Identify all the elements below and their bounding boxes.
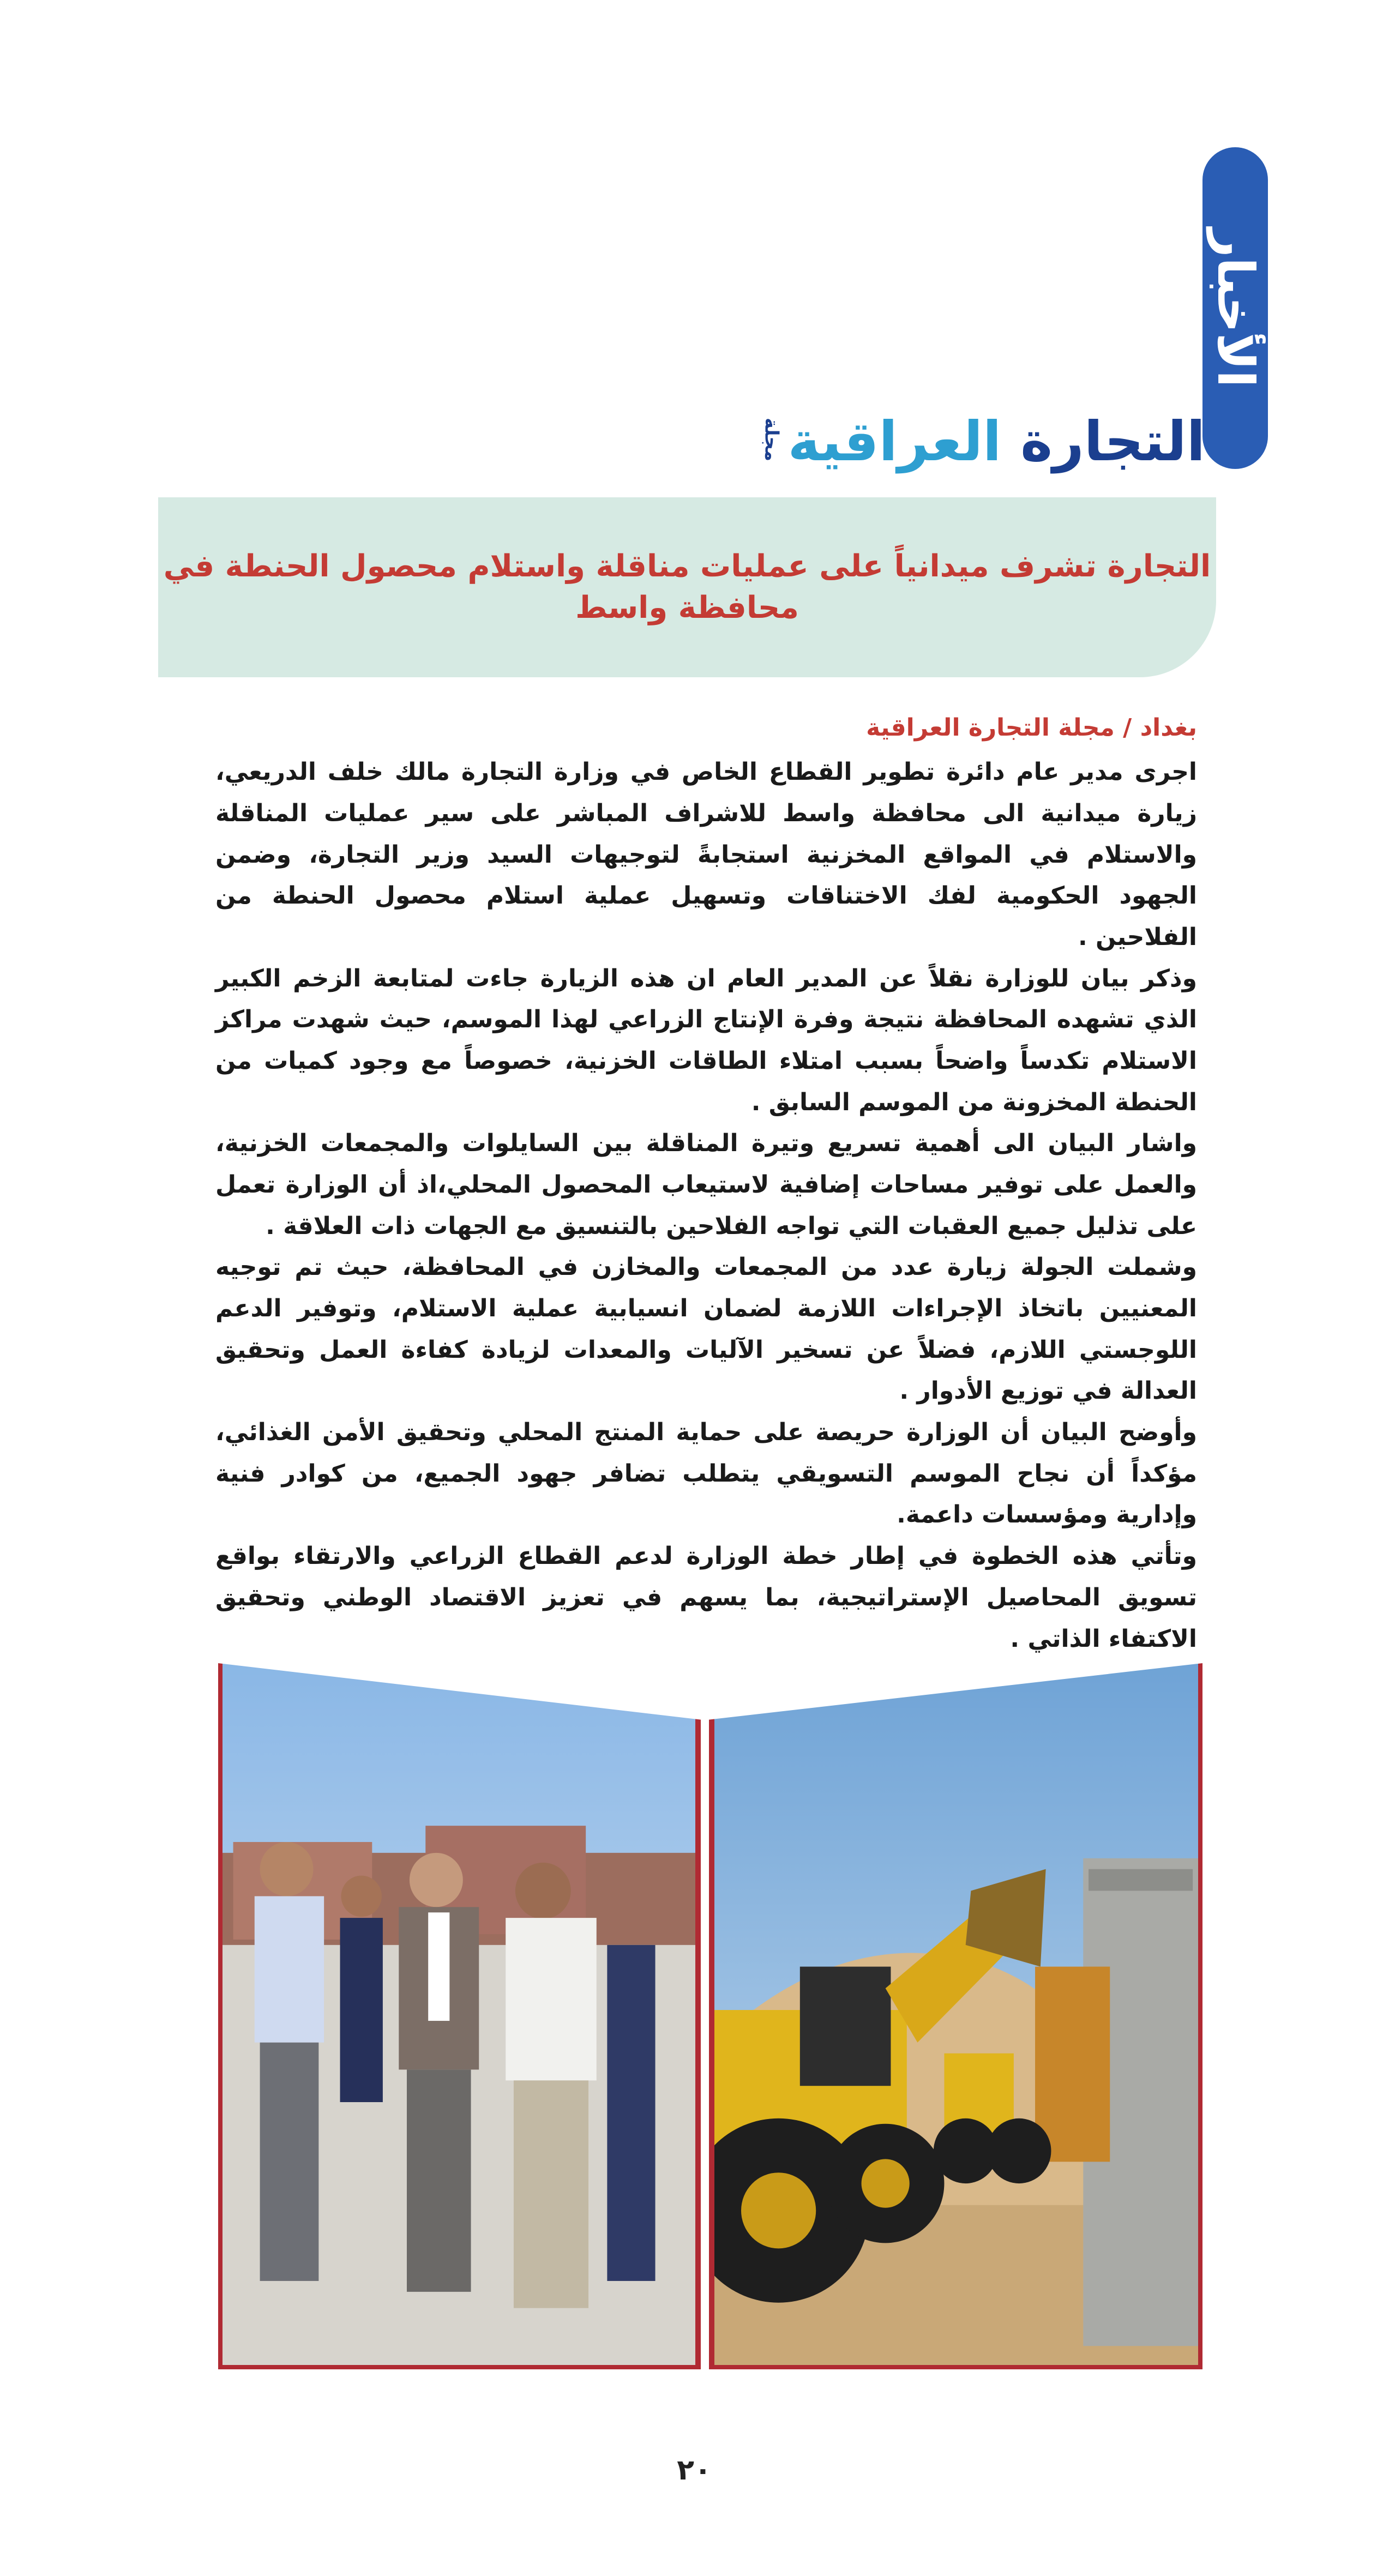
article-paragraph-5: وأوضح البيان أن الوزارة حريصة على حماية المنتج المحلي وتحقيق الأمن الغذائي، مؤكداً أن نجاح الموسم التسويقي يتطلب تضافر جهود الجميع، من كوادر فنية وإدارية ومؤسسات داعمة. — [215, 1418, 1197, 1529]
logo-title — [787, 410, 1205, 473]
article-paragraph-4: وشملت الجولة زيارة عدد من المجمعات والمخازن في المحافظة، حيث تم توجيه المعنيين باتخاذ الإجراءات اللازمة لضمان انسيابية عملية الاستلام، وتوفير الدعم اللوجستي اللازم، فضلاً عن تسخير الآليات والمعدات لزيادة كفاءة العمل وتحقيق العدالة في توزيع الأدوار . — [215, 1253, 1197, 1405]
article-body — [215, 709, 1197, 1659]
article-paragraph-1: اجرى مدير عام دائرة تطوير القطاع الخاص في وزارة التجارة مالك خلف الدريعي، زيارة ميدانية الى محافظة واسط للاشراف المباشر على سير عمليات المناقلة والاستلام في المواقع المخزنية استجابةً لتوجيهات السيد وزير التجارة، وضمن الجهود الحكومية لفك الاختناقات وتسهيل عملية استلام محصول الحنطة من الفلاحين . — [215, 758, 1197, 952]
wheat-loaders-image — [714, 1663, 1198, 2365]
headline-box — [158, 497, 1216, 677]
page-number: ٢٠ — [677, 2454, 712, 2487]
article-paragraph-3: واشار البيان الى أهمية تسريع وتيرة المناقلة بين السايلوات والمجمعات الخزنية، والعمل على توفير مساحات إضافية لاستيعاب المحصول المحلي،اذ أن الوزارة تعمل على تذليل جميع العقبات التي تواجه الفلاحين بالتنسيق مع الجهات ذات العلاقة . — [215, 1129, 1197, 1240]
logo-prefix: مجلة — [760, 417, 783, 461]
article-dateline: بغداد / مجلة التجارة العراقية — [866, 714, 1197, 742]
section-tab — [1202, 147, 1268, 469]
logo-word-1: التجارة — [1020, 410, 1205, 473]
photo-officials-visit — [218, 1663, 701, 2369]
photo-wheat-loaders — [709, 1663, 1202, 2369]
section-label: الأخبار — [1206, 228, 1265, 388]
article-paragraph-2: وذكر بيان للوزارة نقلاً عن المدير العام ان هذه الزيارة جاءت لمتابعة الزخم الكبير الذي تشهده المحافظة نتيجة وفرة الإنتاج الزراعي لهذا الموسم، حيث شهدت مراكز الاستلام تكدساً واضحاً بسبب امتلاء الطاقات الخزنية، خصوصاً مع وجود كميات من الحنطة المخزونة من الموسم السابق . — [215, 964, 1197, 1116]
magazine-logo — [760, 393, 1205, 473]
article-paragraph-6: وتأتي هذه الخطوة في إطار خطة الوزارة لدعم القطاع الزراعي والارتقاء بواقع تسويق المحاصيل الإستراتيجية، بما يسهم في تعزيز الاقتصاد الوطني وتحقيق الاكتفاء الذاتي . — [215, 1542, 1197, 1653]
logo-word-2: العراقية — [787, 410, 1002, 473]
article-headline: التجارة تشرف ميدانياً على عمليات مناقلة واستلام محصول الحنطة في محافظة واسط — [163, 549, 1211, 625]
officials-visit-image — [223, 1663, 695, 2365]
